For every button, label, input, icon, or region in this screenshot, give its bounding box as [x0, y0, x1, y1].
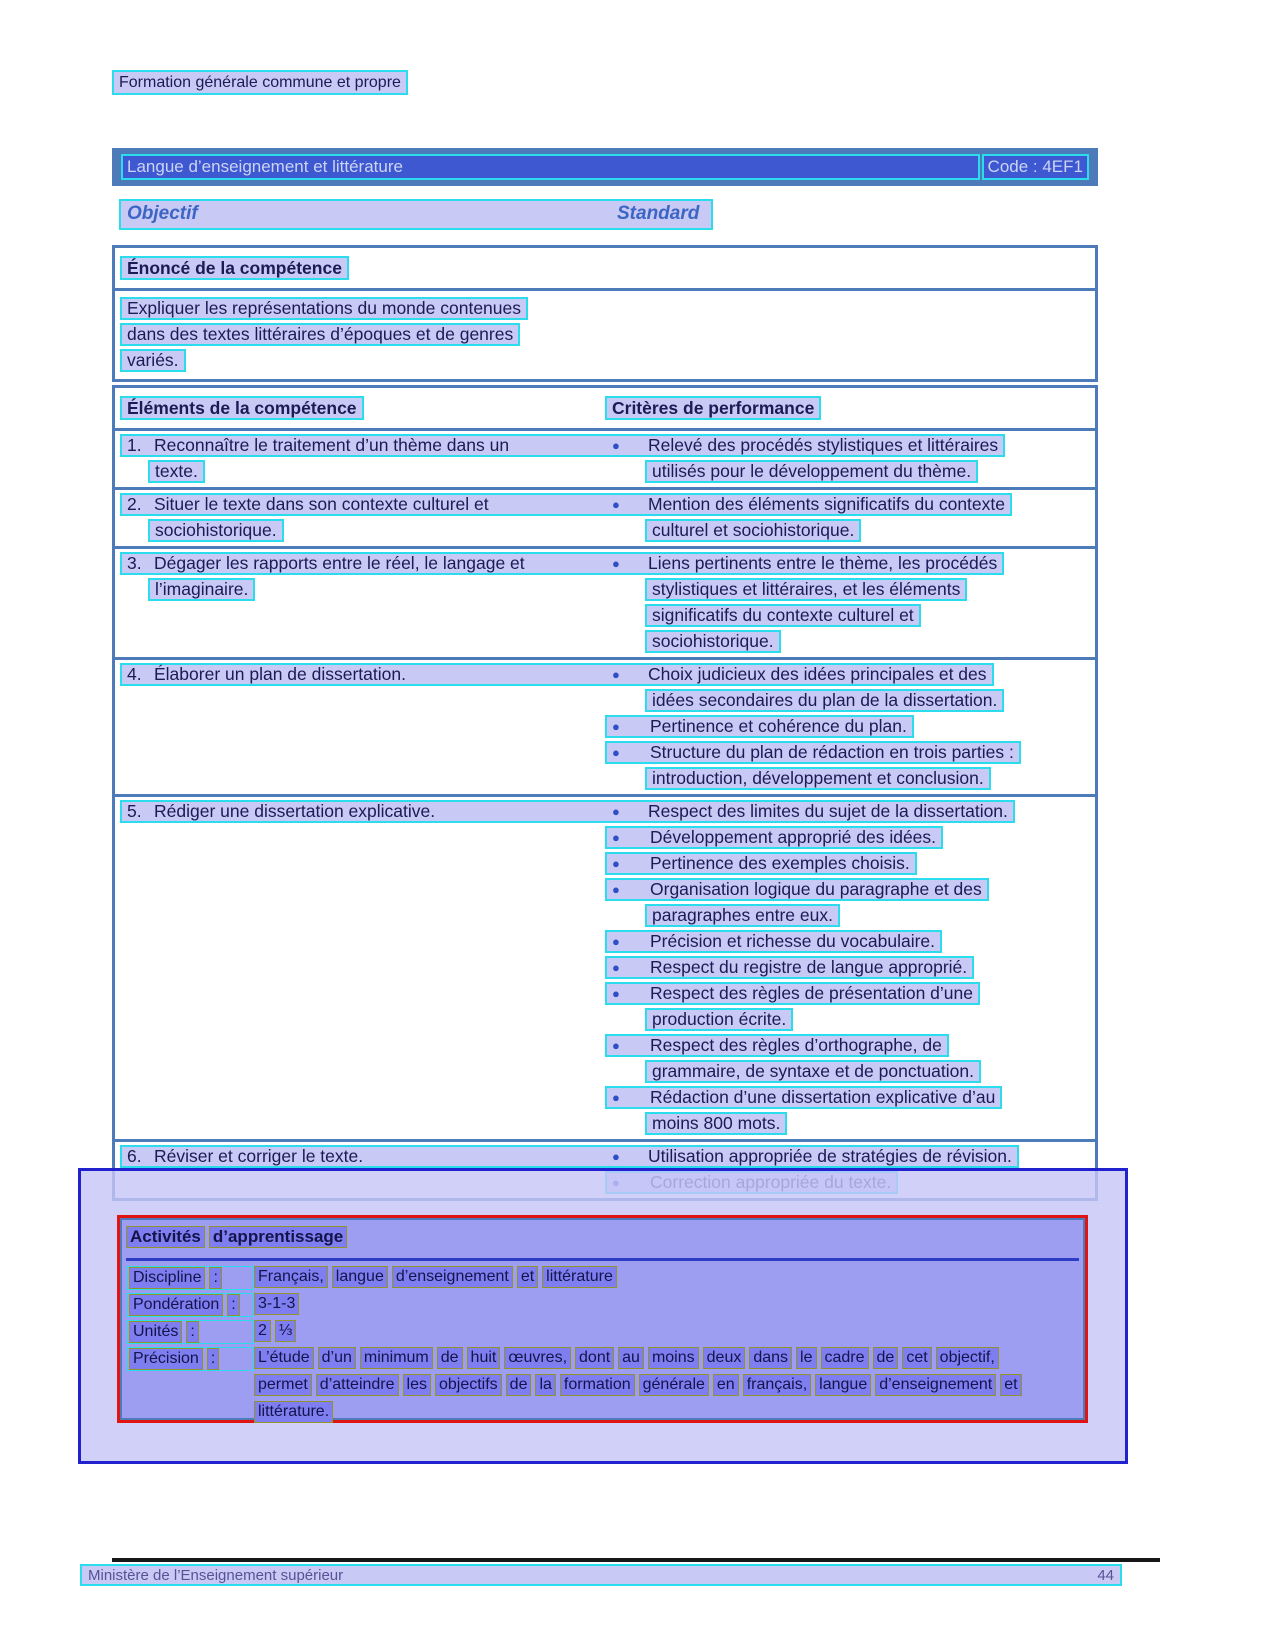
table-line	[115, 1060, 1095, 1086]
footer	[80, 1564, 1122, 1586]
activities-row	[126, 1266, 1085, 1293]
activities-value-word: objectif,	[936, 1347, 999, 1369]
criterion-line	[605, 982, 980, 1005]
table-line	[115, 578, 1095, 604]
activities-value-word: cet	[902, 1347, 931, 1369]
enonce-line: Expliquer les représentations du monde contenues	[120, 297, 528, 320]
table-line	[115, 767, 1095, 793]
activities-row-value	[254, 1293, 1085, 1320]
row-first-line	[120, 552, 1004, 575]
criterion-line	[605, 878, 989, 901]
item-number: 1.	[127, 435, 142, 455]
bullet-icon: ●	[612, 960, 620, 975]
criterion-text: Liens pertinents entre le thème, les procédés	[648, 553, 998, 573]
bullet-icon: ●	[612, 1149, 620, 1164]
element-text: Dégager les rapports entre le réel, le langage et	[154, 553, 525, 573]
enonce-header-row	[115, 248, 1095, 288]
bullet-icon: ●	[612, 556, 620, 571]
enonce-line: variés.	[120, 349, 186, 372]
activities-row-value	[254, 1347, 1085, 1428]
row-first-line	[120, 663, 994, 686]
activities-value-word: 2	[254, 1320, 271, 1342]
table-line	[115, 930, 1095, 956]
element-text: Reconnaître le traitement d’un thème dans un	[154, 435, 510, 455]
row-first-line	[120, 1145, 1019, 1168]
activities-row-value	[254, 1320, 1085, 1347]
activities-value-word: langue	[332, 1266, 388, 1288]
page-header-note: Formation générale commune et propre	[112, 70, 408, 95]
activities-row	[126, 1320, 1085, 1347]
table-line	[115, 826, 1095, 852]
element-continuation: l’imaginaire.	[148, 578, 255, 601]
element-text: Rédiger une dissertation explicative.	[154, 801, 436, 821]
criterion-line	[645, 1008, 793, 1031]
activities-value-line	[254, 1320, 1085, 1347]
objectif-label: Objectif	[127, 203, 198, 224]
activities-colon: :	[186, 1321, 198, 1343]
table-line	[115, 741, 1095, 767]
table-line	[115, 904, 1095, 930]
element-text: Réviser et corriger le texte.	[154, 1146, 364, 1166]
bullet-icon: ●	[612, 438, 620, 453]
criterion-text: grammaire, de syntaxe et de ponctuation.	[652, 1061, 974, 1081]
activities-value-word: de	[506, 1374, 532, 1396]
element-text: Élaborer un plan de dissertation.	[154, 664, 406, 684]
activities-value-word: œuvres,	[504, 1347, 571, 1369]
footer-ministry: Ministère de l’Enseignement supérieur	[88, 1566, 344, 1584]
activities-title	[126, 1226, 1085, 1256]
activities-value-line	[254, 1266, 1085, 1293]
criterion-line	[605, 741, 1021, 764]
bullet-icon: ●	[612, 856, 620, 871]
activities-value-word: langue	[815, 1374, 871, 1396]
activities-row	[126, 1293, 1085, 1320]
activities-label-word: Pondération	[129, 1294, 223, 1316]
bullet-icon: ●	[612, 1038, 620, 1053]
table-line	[115, 982, 1095, 1008]
criterion-text: paragraphes entre eux.	[652, 905, 833, 925]
activities-row-label	[126, 1347, 254, 1371]
title-bar-code: Code : 4EF1	[982, 154, 1089, 180]
table-line	[115, 434, 1095, 460]
objectif-standard-row	[119, 199, 713, 230]
activities-value-word: cadre	[821, 1347, 869, 1369]
bullet-icon: ●	[612, 830, 620, 845]
activities-colon: :	[209, 1267, 221, 1289]
footer-rule	[112, 1558, 1160, 1562]
activities-value-word: d’atteindre	[316, 1374, 399, 1396]
activities-value-word: moins	[648, 1347, 699, 1369]
bullet-icon: ●	[612, 804, 620, 819]
criterion-text: Développement approprié des idées.	[650, 827, 937, 847]
activities-value-word: huit	[467, 1347, 501, 1369]
activities-value-word: de	[873, 1347, 899, 1369]
criterion-text: Mention des éléments significatifs du contexte	[648, 494, 1005, 514]
table-line	[115, 663, 1095, 689]
table-row	[115, 549, 1095, 657]
table-line	[115, 689, 1095, 715]
row-first-line	[120, 800, 1015, 823]
criterion-line	[645, 460, 978, 483]
criterion-line	[605, 1086, 1002, 1109]
table-line	[115, 519, 1095, 545]
activities-row	[126, 1347, 1085, 1428]
table-line	[115, 630, 1095, 656]
criterion-text: idées secondaires du plan de la dissertation.	[652, 690, 998, 710]
table-row	[115, 490, 1095, 546]
activities-value-word: les	[403, 1374, 431, 1396]
table-line	[115, 956, 1095, 982]
activities-value-word: permet	[254, 1374, 312, 1396]
criterion-text: Pertinence des exemples choisis.	[650, 853, 910, 873]
bullet-icon: ●	[612, 745, 620, 760]
enonce-body	[115, 291, 1095, 379]
criterion-line	[645, 1112, 787, 1135]
element-continuation: sociohistorique.	[148, 519, 284, 542]
activities-value-word: littérature	[542, 1266, 617, 1288]
criterion-text: Relevé des procédés stylistiques et littéraires	[648, 435, 999, 455]
bullet-icon: ●	[612, 497, 620, 512]
table-header-elements: Éléments de la compétence	[120, 396, 364, 420]
activities-value-word: français,	[743, 1374, 811, 1396]
activities-value-word: générale	[639, 1374, 709, 1396]
criterion-text: Utilisation appropriée de stratégies de révision.	[648, 1146, 1012, 1166]
criterion-text: Pertinence et cohérence du plan.	[650, 716, 907, 736]
activities-label-word: Discipline	[129, 1267, 205, 1289]
table-header-row	[115, 388, 1095, 428]
table-line	[115, 460, 1095, 486]
element-continuation: texte.	[148, 460, 205, 483]
activities-overlay	[78, 1168, 1128, 1464]
activities-value-line	[254, 1401, 1085, 1428]
table-line	[115, 852, 1095, 878]
activities-box	[117, 1215, 1088, 1423]
activities-value-word: minimum	[360, 1347, 433, 1369]
table-line	[115, 552, 1095, 578]
criterion-text: stylistiques et littéraires, et les éléments	[652, 579, 961, 599]
bullet-icon: ●	[612, 1090, 620, 1105]
table-row	[115, 431, 1095, 487]
table-line	[115, 715, 1095, 741]
bullet-icon: ●	[612, 667, 620, 682]
activities-value-word: ⅓	[275, 1320, 296, 1342]
criterion-line	[605, 826, 943, 849]
criterion-line	[645, 578, 967, 601]
criterion-text: Respect des limites du sujet de la dissertation.	[648, 801, 1008, 821]
enonce-box	[112, 245, 1098, 382]
bullet-icon: ●	[612, 986, 620, 1001]
criterion-text: moins 800 mots.	[652, 1113, 781, 1133]
criterion-line	[605, 852, 917, 875]
criterion-line	[605, 1034, 949, 1057]
standard-label: Standard	[617, 203, 700, 224]
table-line	[115, 878, 1095, 904]
activities-value-word: le	[796, 1347, 816, 1369]
criterion-text: culturel et sociohistorique.	[652, 520, 855, 540]
activities-value-word: littérature.	[254, 1401, 333, 1423]
table-line	[115, 800, 1095, 826]
criterion-text: Respect des règles d’orthographe, de	[650, 1035, 942, 1055]
criterion-line	[645, 519, 861, 542]
bullet-icon: ●	[612, 719, 620, 734]
activities-divider	[126, 1258, 1079, 1261]
criterion-line	[645, 767, 991, 790]
title-bar-title: Langue d’enseignement et littérature	[121, 154, 980, 180]
criterion-text: significatifs du contexte culturel et	[652, 605, 914, 625]
activities-value-word: 3-1-3	[254, 1293, 299, 1315]
criterion-text: Précision et richesse du vocabulaire.	[650, 931, 936, 951]
table-row	[115, 660, 1095, 794]
row-first-line	[120, 434, 1005, 457]
activities-value-word: d’un	[318, 1347, 356, 1369]
activities-value-line	[254, 1347, 1085, 1374]
title-bar	[112, 148, 1098, 186]
activities-value-word: et	[1000, 1374, 1021, 1396]
criterion-text: Organisation logique du paragraphe et des	[650, 879, 982, 899]
activities-value-word: deux	[703, 1347, 746, 1369]
enonce-heading: Énoncé de la compétence	[120, 256, 349, 280]
activities-row-label	[126, 1266, 254, 1290]
criterion-text: utilisés pour le développement du thème.	[652, 461, 972, 481]
activities-title-word: d’apprentissage	[209, 1226, 347, 1248]
activities-value-word: L’étude	[254, 1347, 314, 1369]
activities-value-word: en	[713, 1374, 739, 1396]
bullet-icon: ●	[612, 882, 620, 897]
criterion-text: Rédaction d’une dissertation explicative d’au	[650, 1087, 996, 1107]
activities-value-word: la	[535, 1374, 555, 1396]
table-line	[115, 493, 1095, 519]
criterion-text: Choix judicieux des idées principales et des	[648, 664, 987, 684]
activities-value-word: et	[517, 1266, 538, 1288]
criterion-line	[605, 930, 942, 953]
criterion-line	[645, 604, 921, 627]
table-line	[115, 1086, 1095, 1112]
item-number: 6.	[127, 1146, 142, 1166]
item-number: 4.	[127, 664, 142, 684]
element-cell	[127, 554, 612, 573]
criterion-text: Structure du plan de rédaction en trois parties :	[650, 742, 1014, 762]
bullet-icon: ●	[612, 934, 620, 949]
activities-value-line	[254, 1374, 1085, 1401]
criterion-text: Respect des règles de présentation d’une	[650, 983, 973, 1003]
criterion-text: Respect du registre de langue approprié.	[650, 957, 968, 977]
element-cell	[127, 665, 612, 684]
activities-label-word: Unités	[129, 1321, 182, 1343]
criterion-text: introduction, développement et conclusion.	[652, 768, 984, 788]
activities-value-word: d’enseignement	[875, 1374, 996, 1396]
criterion-line	[645, 630, 781, 653]
activities-value-word: formation	[560, 1374, 635, 1396]
table-row	[115, 797, 1095, 1139]
footer-page-number: 44	[1097, 1566, 1114, 1584]
activities-value-word: dont	[575, 1347, 614, 1369]
table-line	[115, 1034, 1095, 1060]
criterion-line	[645, 1060, 981, 1083]
element-cell	[127, 495, 612, 514]
activities-value-word: d’enseignement	[392, 1266, 513, 1288]
activities-row-label	[126, 1320, 254, 1344]
element-text: Situer le texte dans son contexte culturel et	[154, 494, 489, 514]
element-cell	[127, 436, 612, 455]
activities-title-word: Activités	[126, 1226, 205, 1248]
activities-row-value	[254, 1266, 1085, 1293]
activities-value-line	[254, 1293, 1085, 1320]
enonce-line: dans des textes littéraires d’époques et de genres	[120, 323, 520, 346]
criterion-text: production écrite.	[652, 1009, 787, 1029]
table-line	[115, 1008, 1095, 1034]
activities-row-label	[126, 1293, 254, 1317]
criterion-text: sociohistorique.	[652, 631, 774, 651]
activities-value-word: objectifs	[435, 1374, 502, 1396]
table-rows	[115, 431, 1095, 1198]
criterion-line	[645, 904, 840, 927]
item-number: 2.	[127, 494, 142, 514]
criterion-line	[645, 689, 1004, 712]
activities-colon: :	[227, 1294, 239, 1316]
activities-value-word: au	[618, 1347, 644, 1369]
table-line	[115, 604, 1095, 630]
row-first-line	[120, 493, 1012, 516]
competence-table	[112, 385, 1098, 1201]
activities-label-word: Précision	[129, 1348, 203, 1370]
element-cell	[127, 802, 612, 821]
activities-rows	[126, 1266, 1085, 1428]
criterion-line	[605, 715, 914, 738]
item-number: 5.	[127, 801, 142, 821]
activities-colon: :	[207, 1348, 219, 1370]
item-number: 3.	[127, 553, 142, 573]
element-cell	[127, 1147, 612, 1166]
activities-value-word: Français,	[254, 1266, 328, 1288]
criterion-line	[605, 956, 974, 979]
activities-value-word: de	[437, 1347, 463, 1369]
table-header-criteres: Critères de performance	[605, 396, 821, 420]
activities-value-word: dans	[749, 1347, 792, 1369]
table-line	[115, 1112, 1095, 1138]
